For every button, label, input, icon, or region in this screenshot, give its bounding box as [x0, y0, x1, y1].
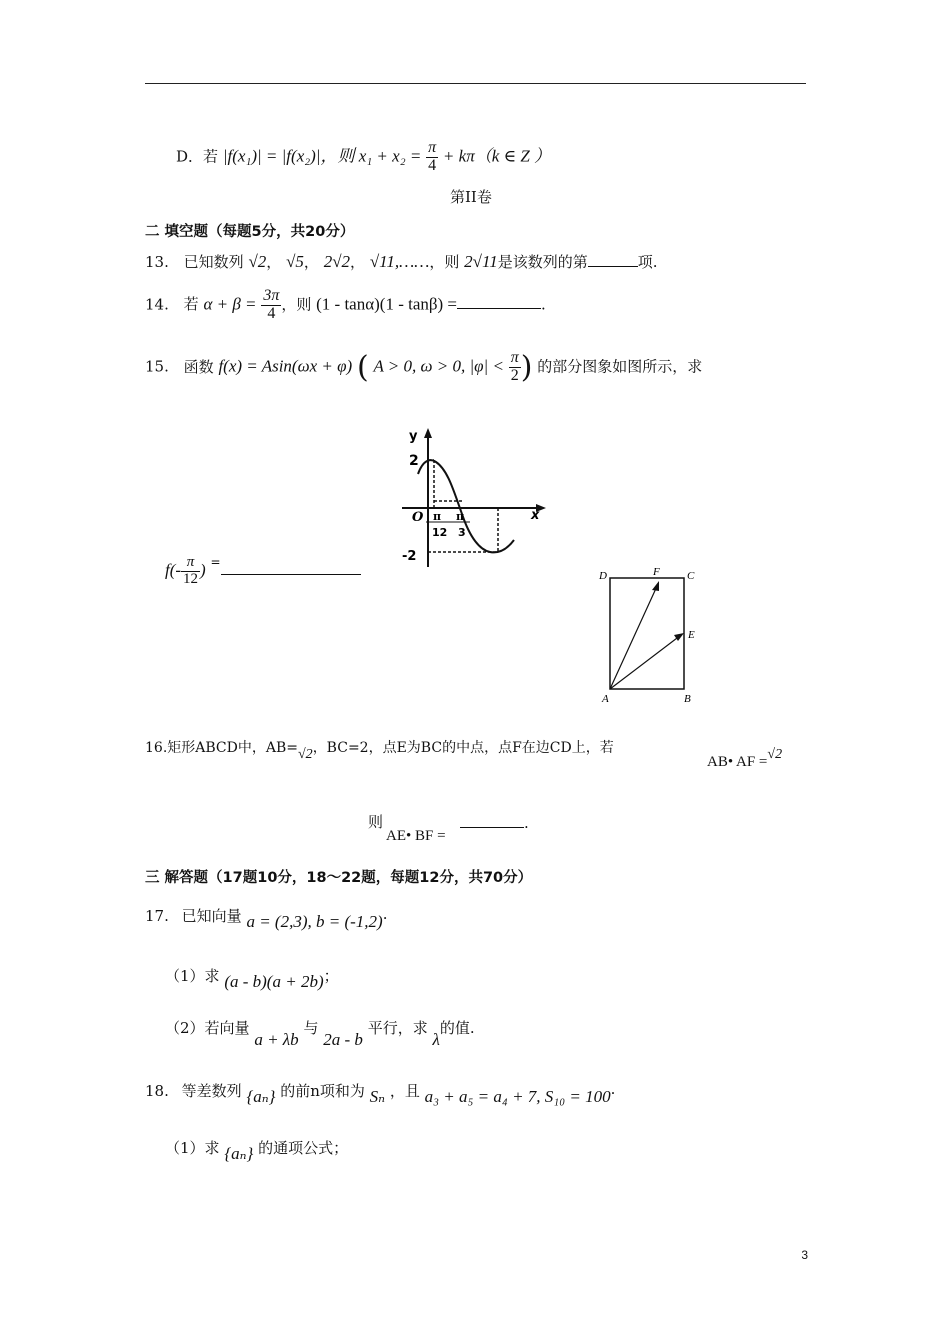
graph-tick2-num: π [456, 510, 465, 523]
q13-answer-blank [588, 252, 638, 267]
graph-y-label: y [409, 429, 418, 444]
vector-ae [610, 635, 681, 689]
header-rule [145, 83, 806, 84]
q16-ask-expr: AE• BF = [386, 828, 446, 844]
point-e: E [688, 629, 695, 641]
q15-answer-blank [221, 563, 361, 575]
graph-y-top: 2 [409, 453, 419, 469]
q12-label: D．若 [176, 147, 219, 166]
q14-answer-blank [457, 294, 541, 309]
q15: 15. 函数 f(x) = Asin(ωx + φ) ( A > 0, ω > 0, |φ| < $\frac{\pi}{2}$ ) 的部分图象如图所示，求 [145, 349, 703, 385]
graph-tick1-den: 12 [432, 526, 448, 539]
point-c: C [687, 570, 695, 582]
point-d: D [599, 570, 607, 582]
q18-part1: （1）求 {aₙ} 的通项公式； [165, 1139, 349, 1163]
q16-answer-blank [460, 813, 524, 828]
q16-answer-blank-row: . [460, 813, 529, 832]
q14-frac: $\frac{3\pi}{4}$ [263, 287, 280, 322]
part2-title: 第II卷 [450, 188, 492, 206]
graph-tick2-den: 3 [458, 526, 466, 539]
q18: 18. 等差数列 {aₙ} 的前n项和为 Sₙ ，且 a₃ + a₅ = a₄ + 7, S₁₀ = 100· [145, 1082, 616, 1106]
section-2-heading: 二 填空题（每题5分，共20分） [145, 224, 355, 240]
q12-option-d [176, 140, 551, 175]
q17: 17. 已知向量 a = (2,3), b = (-1,2)· [145, 907, 388, 931]
q16-condition: AB• AF =√2 [707, 747, 783, 770]
q13: 13. 已知数列 √2， √5， 2√2， √11,……，则 2√11是该数列的第 项. [145, 252, 658, 271]
rectangle-figure [595, 565, 705, 710]
rectangle-abcd [610, 578, 684, 689]
section-3-heading: 三 解答题（17题10分，18～22题，每题12分，共70分） [145, 870, 533, 886]
point-b: B [684, 693, 691, 705]
page-number: 3 [801, 1248, 808, 1262]
q12-expr-rhs: + kπ（k ∈ Z ） [442, 146, 552, 166]
q17-part2: （2）若向量 a + λb 与 2a - b 平行，求 λ的值. [165, 1019, 475, 1049]
graph-origin: O [412, 510, 424, 525]
sine-graph [390, 422, 550, 572]
point-a: A [602, 693, 609, 705]
graph-tick1-num: π [433, 510, 442, 523]
graph-y-bottom: -2 [402, 549, 417, 564]
q12-expr-lhs: |f(x₁)| = |f(x₂)|，则 x₁ + x₂ = [222, 146, 422, 166]
q12-frac: $\frac{\pi}{4}$ [428, 139, 437, 174]
q15-ask: f(- $\frac{\pi}{12}$ ) = [165, 555, 361, 588]
vector-af [610, 584, 658, 689]
point-f: F [653, 566, 660, 578]
q17-part1: （1）求 (a - b)(a + 2b)； [165, 967, 339, 991]
y-axis-arrow [424, 428, 432, 438]
q16: 16.矩形ABCD中，AB=√2，BC=2，点E为BC的中点，点F在边CD上，若 [145, 740, 614, 762]
graph-x-label: x [531, 508, 540, 523]
q15-cond-frac: $\frac{\pi}{2}$ [510, 349, 519, 384]
q14: 14. 若 α + β = $\frac{3\pi}{4}$ ，则 (1 - tanα)(1 - tanβ) = . [145, 287, 546, 322]
q16-ask: 则 [368, 813, 384, 831]
